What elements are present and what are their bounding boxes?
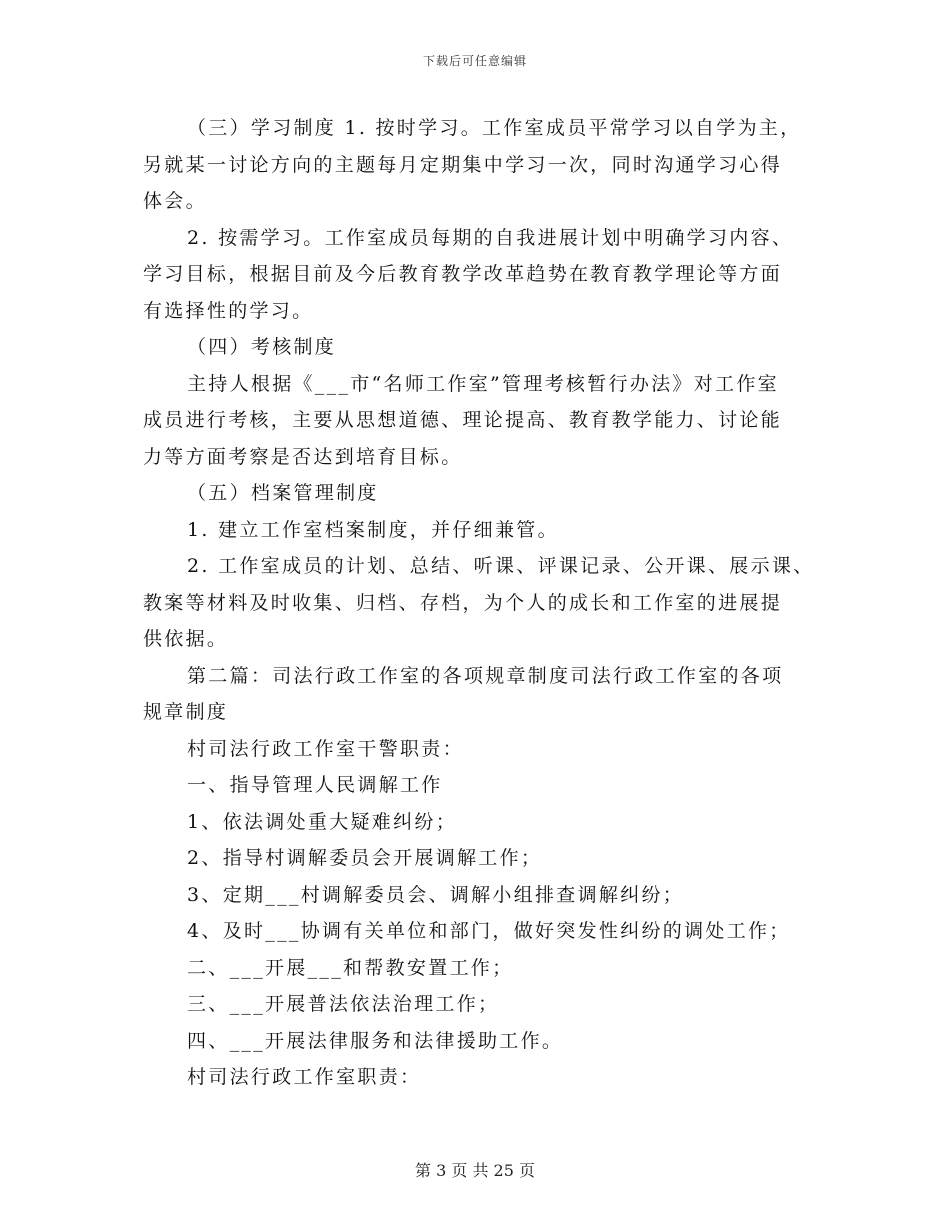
text-line: 力等方面考察是否达到培育目标。 bbox=[143, 445, 463, 468]
text-line: 教案等材料及时收集、归档、存档，为个人的成长和工作室的进展提 bbox=[143, 591, 783, 614]
text-line: 学习目标，根据目前及今后教育教学改革趋势在教育教学理论等方面 bbox=[143, 263, 783, 285]
text-line: 村司法行政工作室干警职责： bbox=[187, 737, 464, 760]
text-line: 村司法行政工作室职责： bbox=[187, 1066, 422, 1088]
text-line: 一、指导管理人民调解工作 bbox=[187, 774, 443, 796]
text-line: 2. 按需学习。工作室成员每期的自我进展计划中明确学习内容、 bbox=[187, 226, 794, 249]
text-line: （五）档案管理制度 bbox=[187, 482, 379, 504]
text-line: 二、___开展___和帮教安置工作； bbox=[187, 956, 514, 979]
text-line: 2、指导村调解委员会开展调解工作； bbox=[187, 847, 543, 869]
text-line: （三）学习制度 1. 按时学习。工作室成员平常学习以自学为主， bbox=[187, 117, 802, 139]
text-line: 三、___开展普法依法治理工作； bbox=[187, 993, 500, 1015]
text-line: 另就某一讨论方向的主题每月定期集中学习一次，同时沟通学习心得 bbox=[143, 153, 783, 176]
text-line: 1、依法调处重大疑难纠纷； bbox=[187, 810, 457, 833]
text-line: 规章制度 bbox=[143, 701, 229, 723]
text-line: 成员进行考核，主要从思想道德、理论提高、教育教学能力、讨论能 bbox=[143, 409, 783, 431]
text-line: 有选择性的学习。 bbox=[143, 299, 314, 322]
text-line: 4、及时___协调有关单位和部门，做好突发性纠纷的调处工作； bbox=[187, 920, 791, 942]
page-footer: 第 3 页 共 25 页 bbox=[415, 1161, 535, 1180]
text-line: 1. 建立工作室档案制度，并仔细兼管。 bbox=[187, 518, 559, 541]
text-line: 供依据。 bbox=[143, 628, 229, 650]
text-line: 2. 工作室成员的计划、总结、听课、评课记录、公开课、展示课、 bbox=[187, 555, 815, 577]
page-header: 下载后可任意编辑 bbox=[422, 54, 527, 68]
text-line: 3、定期___村调解委员会、调解小组排查调解纠纷； bbox=[187, 883, 685, 906]
text-line: （四）考核制度 bbox=[187, 336, 337, 358]
text-line: 体会。 bbox=[143, 190, 207, 212]
text-line: 四、___开展法律服务和法律援助工作。 bbox=[187, 1029, 564, 1052]
text-line: 主持人根据《___市“名师工作室”管理考核暂行办法》对工作室 bbox=[187, 372, 779, 395]
document-body bbox=[143, 110, 815, 1096]
text-line: 第二篇：司法行政工作室的各项规章制度司法行政工作室的各项 bbox=[187, 664, 784, 687]
